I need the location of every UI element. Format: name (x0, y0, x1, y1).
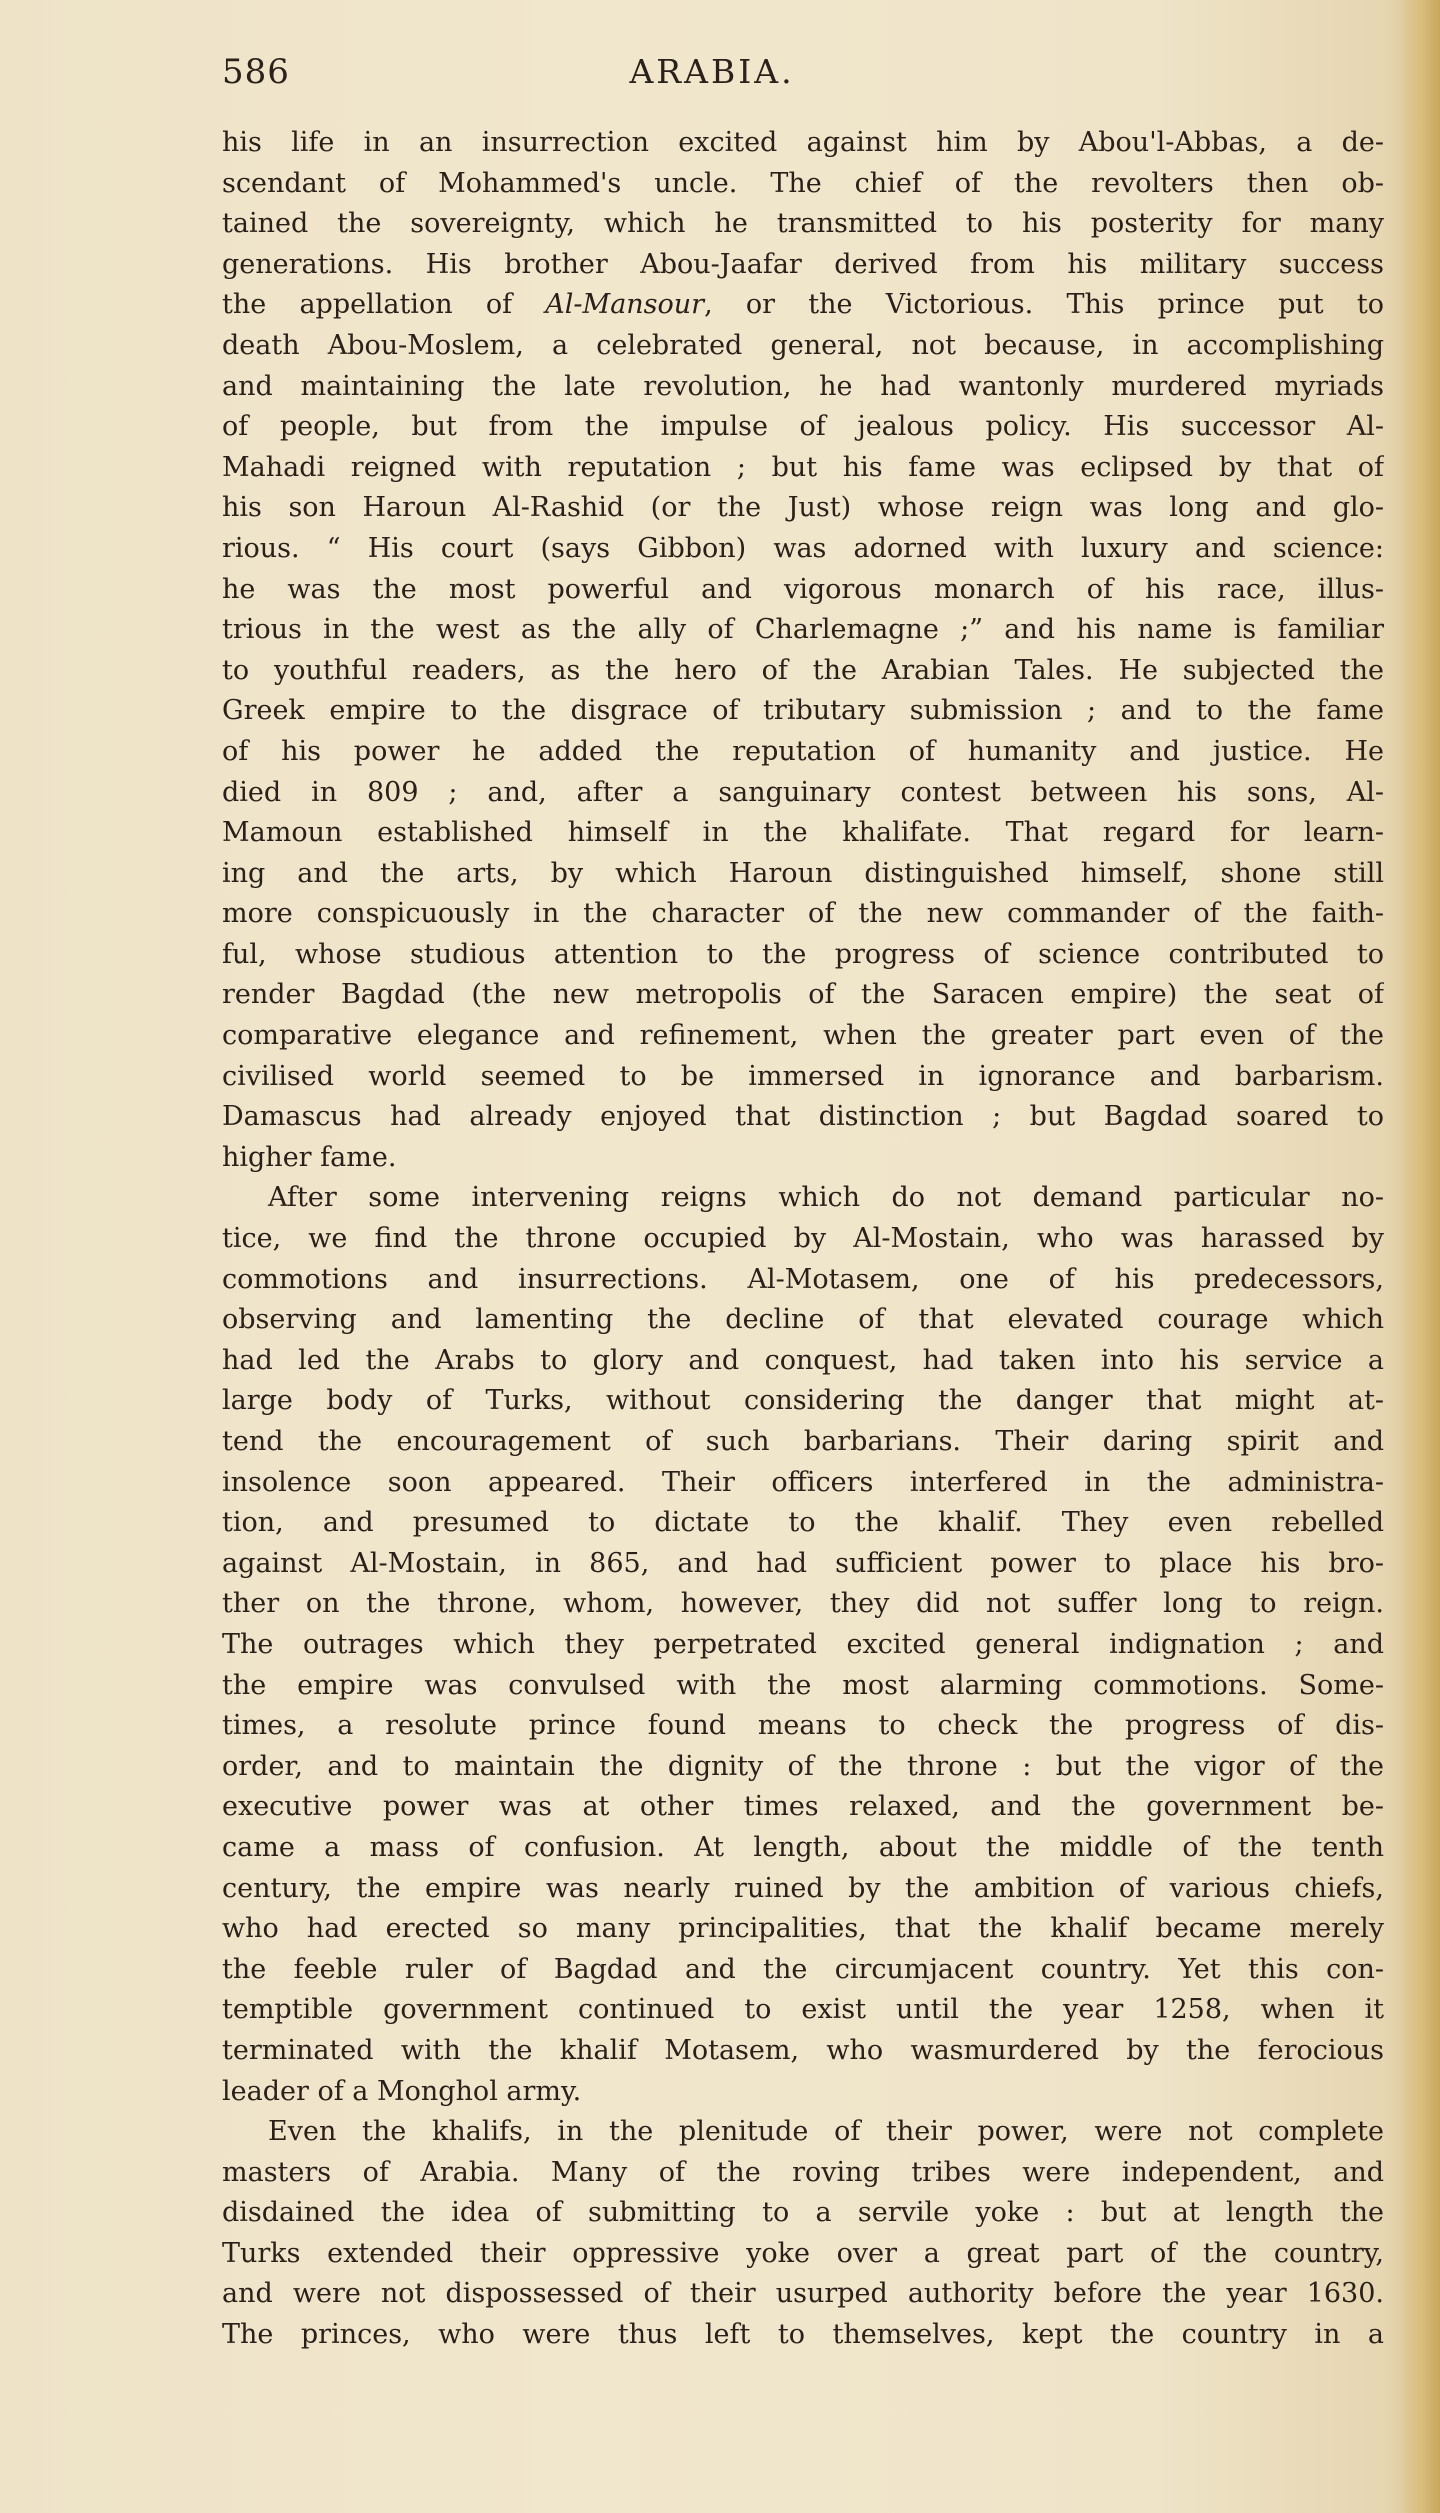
text-line: Greek empire to the disgrace of tributary submission ; and to the fame (222, 695, 1384, 727)
text-line: Even the khalifs, in the plenitude of their power, were not complete (268, 2116, 1384, 2148)
text-line: ing and the arts, by which Haroun distinguished himself, shone still (222, 857, 1384, 889)
text-line: to youthful readers, as the hero of the Arabian Tales. He subjected the (222, 654, 1384, 686)
text-line: tend the encouragement of such barbarians. Their daring spirit and (222, 1426, 1384, 1457)
text-line: leader of a Monghol army. (222, 2075, 582, 2107)
text-line: and were not dispossessed of their usurped authority before the year 1630. (222, 2278, 1384, 2310)
text-line: large body of Turks, without considering the danger that might at- (222, 1385, 1384, 1417)
text-line: Damascus had already enjoyed that distinction ; but Bagdad soared to (222, 1101, 1384, 1133)
text-line: terminated with the khalif Motasem, who wasmurdered by the ferocious (222, 2034, 1384, 2066)
text-line: disdained the idea of submitting to a servile yoke : but at length the (222, 2197, 1384, 2229)
text-line: render Bagdad (the new metropolis of the Saracen empire) the seat of (222, 979, 1384, 1011)
text-line: executive power was at other times relaxed, and the government be- (222, 1791, 1384, 1823)
text-line: who had erected so many principalities, that the khalif became merely (222, 1913, 1384, 1945)
text-line: observing and lamenting the decline of that elevated courage which (222, 1304, 1384, 1336)
text-line: commotions and insurrections. Al-Motasem, one of his predecessors, (222, 1263, 1384, 1295)
text-line: tion, and presumed to dictate to the khalif. They even rebelled (222, 1507, 1384, 1539)
text-line: came a mass of confusion. At length, about the middle of the tenth (222, 1831, 1384, 1863)
text-line: and maintaining the late revolution, he had wantonly murdered myriads (222, 370, 1384, 402)
text-line: had led the Arabs to glory and conquest, had taken into his service a (222, 1344, 1384, 1376)
page-edge-stain (1398, 0, 1440, 2513)
text-line: century, the empire was nearly ruined by the ambition of various chiefs, (222, 1872, 1384, 1904)
text-line: civilised world seemed to be immersed in ignorance and barbarism. (222, 1060, 1384, 1092)
text-line: rious. “ His court (says Gibbon) was adorned with luxury and science: (222, 532, 1384, 564)
text-line: of people, but from the impulse of jealous policy. His successor Al- (222, 411, 1384, 443)
paragraph-3 (222, 2112, 1384, 2356)
text-line: the feeble ruler of Bagdad and the circumjacent country. Yet this con- (222, 1953, 1384, 1985)
body-text (222, 123, 1384, 2356)
text-line: he was the most powerful and vigorous monarch of his race, illus- (222, 573, 1384, 605)
text-line: insolence soon appeared. Their officers interfered in the administra- (222, 1466, 1384, 1498)
text-line: tained the sovereignty, which he transmitted to his posterity for many (222, 208, 1384, 240)
text-line: higher fame. (222, 1141, 397, 1173)
page-number: 586 (222, 52, 290, 92)
text-line: temptible government continued to exist until the year 1258, when it (222, 1994, 1384, 2026)
text-line: of his power he added the reputation of humanity and justice. He (222, 735, 1384, 767)
paragraph-2 (222, 1178, 1384, 2112)
text-line: ther on the throne, whom, however, they did not suffer long to reign. (222, 1588, 1384, 1620)
text-line: The princes, who were thus left to themselves, kept the country in a (222, 2319, 1384, 2351)
text-line: trious in the west as the ally of Charlemagne ;” and his name is familiar (222, 614, 1384, 646)
text-line: death Abou-Moslem, a celebrated general, not because, in accomplishing (222, 329, 1384, 361)
text-line: died in 809 ; and, after a sanguinary contest between his sons, Al- (222, 776, 1384, 808)
paragraph-1 (222, 123, 1384, 1178)
text-line: against Al-Mostain, in 865, and had sufficient power to place his bro- (222, 1547, 1384, 1579)
text-line: Turks extended their oppressive yoke over a great part of the country, (222, 2237, 1384, 2269)
text-line: tice, we find the throne occupied by Al-Mostain, who was harassed by (222, 1223, 1384, 1255)
text-line: his son Haroun Al-Rashid (or the Just) whose reign was long and glo- (222, 492, 1384, 524)
text-line: his life in an insurrection excited against him by Abou'l-Abbas, a de- (222, 127, 1384, 158)
text-line: the empire was convulsed with the most alarming commotions. Some- (222, 1669, 1384, 1701)
page-header (222, 52, 1202, 102)
running-head: ARABIA. (629, 52, 795, 91)
text-line: scendant of Mohammed's uncle. The chief of the revolters then ob- (222, 167, 1384, 199)
italic-title: Al-Mansour (545, 289, 705, 321)
text-line: comparative elegance and refinement, when the greater part even of the (222, 1020, 1384, 1052)
text-line: times, a resolute prince found means to check the progress of dis- (222, 1710, 1384, 1742)
text-line: more conspicuously in the character of the new commander of the faith- (222, 898, 1384, 930)
text-line: order, and to maintain the dignity of the throne : but the vigor of the (222, 1750, 1384, 1782)
text-line: The outrages which they perpetrated excited general indignation ; and (222, 1628, 1384, 1660)
text-line: After some intervening reigns which do not demand particular no- (268, 1182, 1384, 1214)
text-line: generations. His brother Abou-Jaafar derived from his military success (222, 248, 1384, 280)
text-line: masters of Arabia. Many of the roving tribes were independent, and (222, 2156, 1384, 2188)
text-line: the appellation of Al-Mansour, or the Victorious. This prince put to (222, 289, 1384, 321)
text-line: ful, whose studious attention to the progress of science contributed to (222, 938, 1384, 970)
text-line: Mamoun established himself in the khalifate. That regard for learn- (222, 817, 1384, 849)
text-line: Mahadi reigned with reputation ; but his fame was eclipsed by that of (222, 451, 1384, 483)
